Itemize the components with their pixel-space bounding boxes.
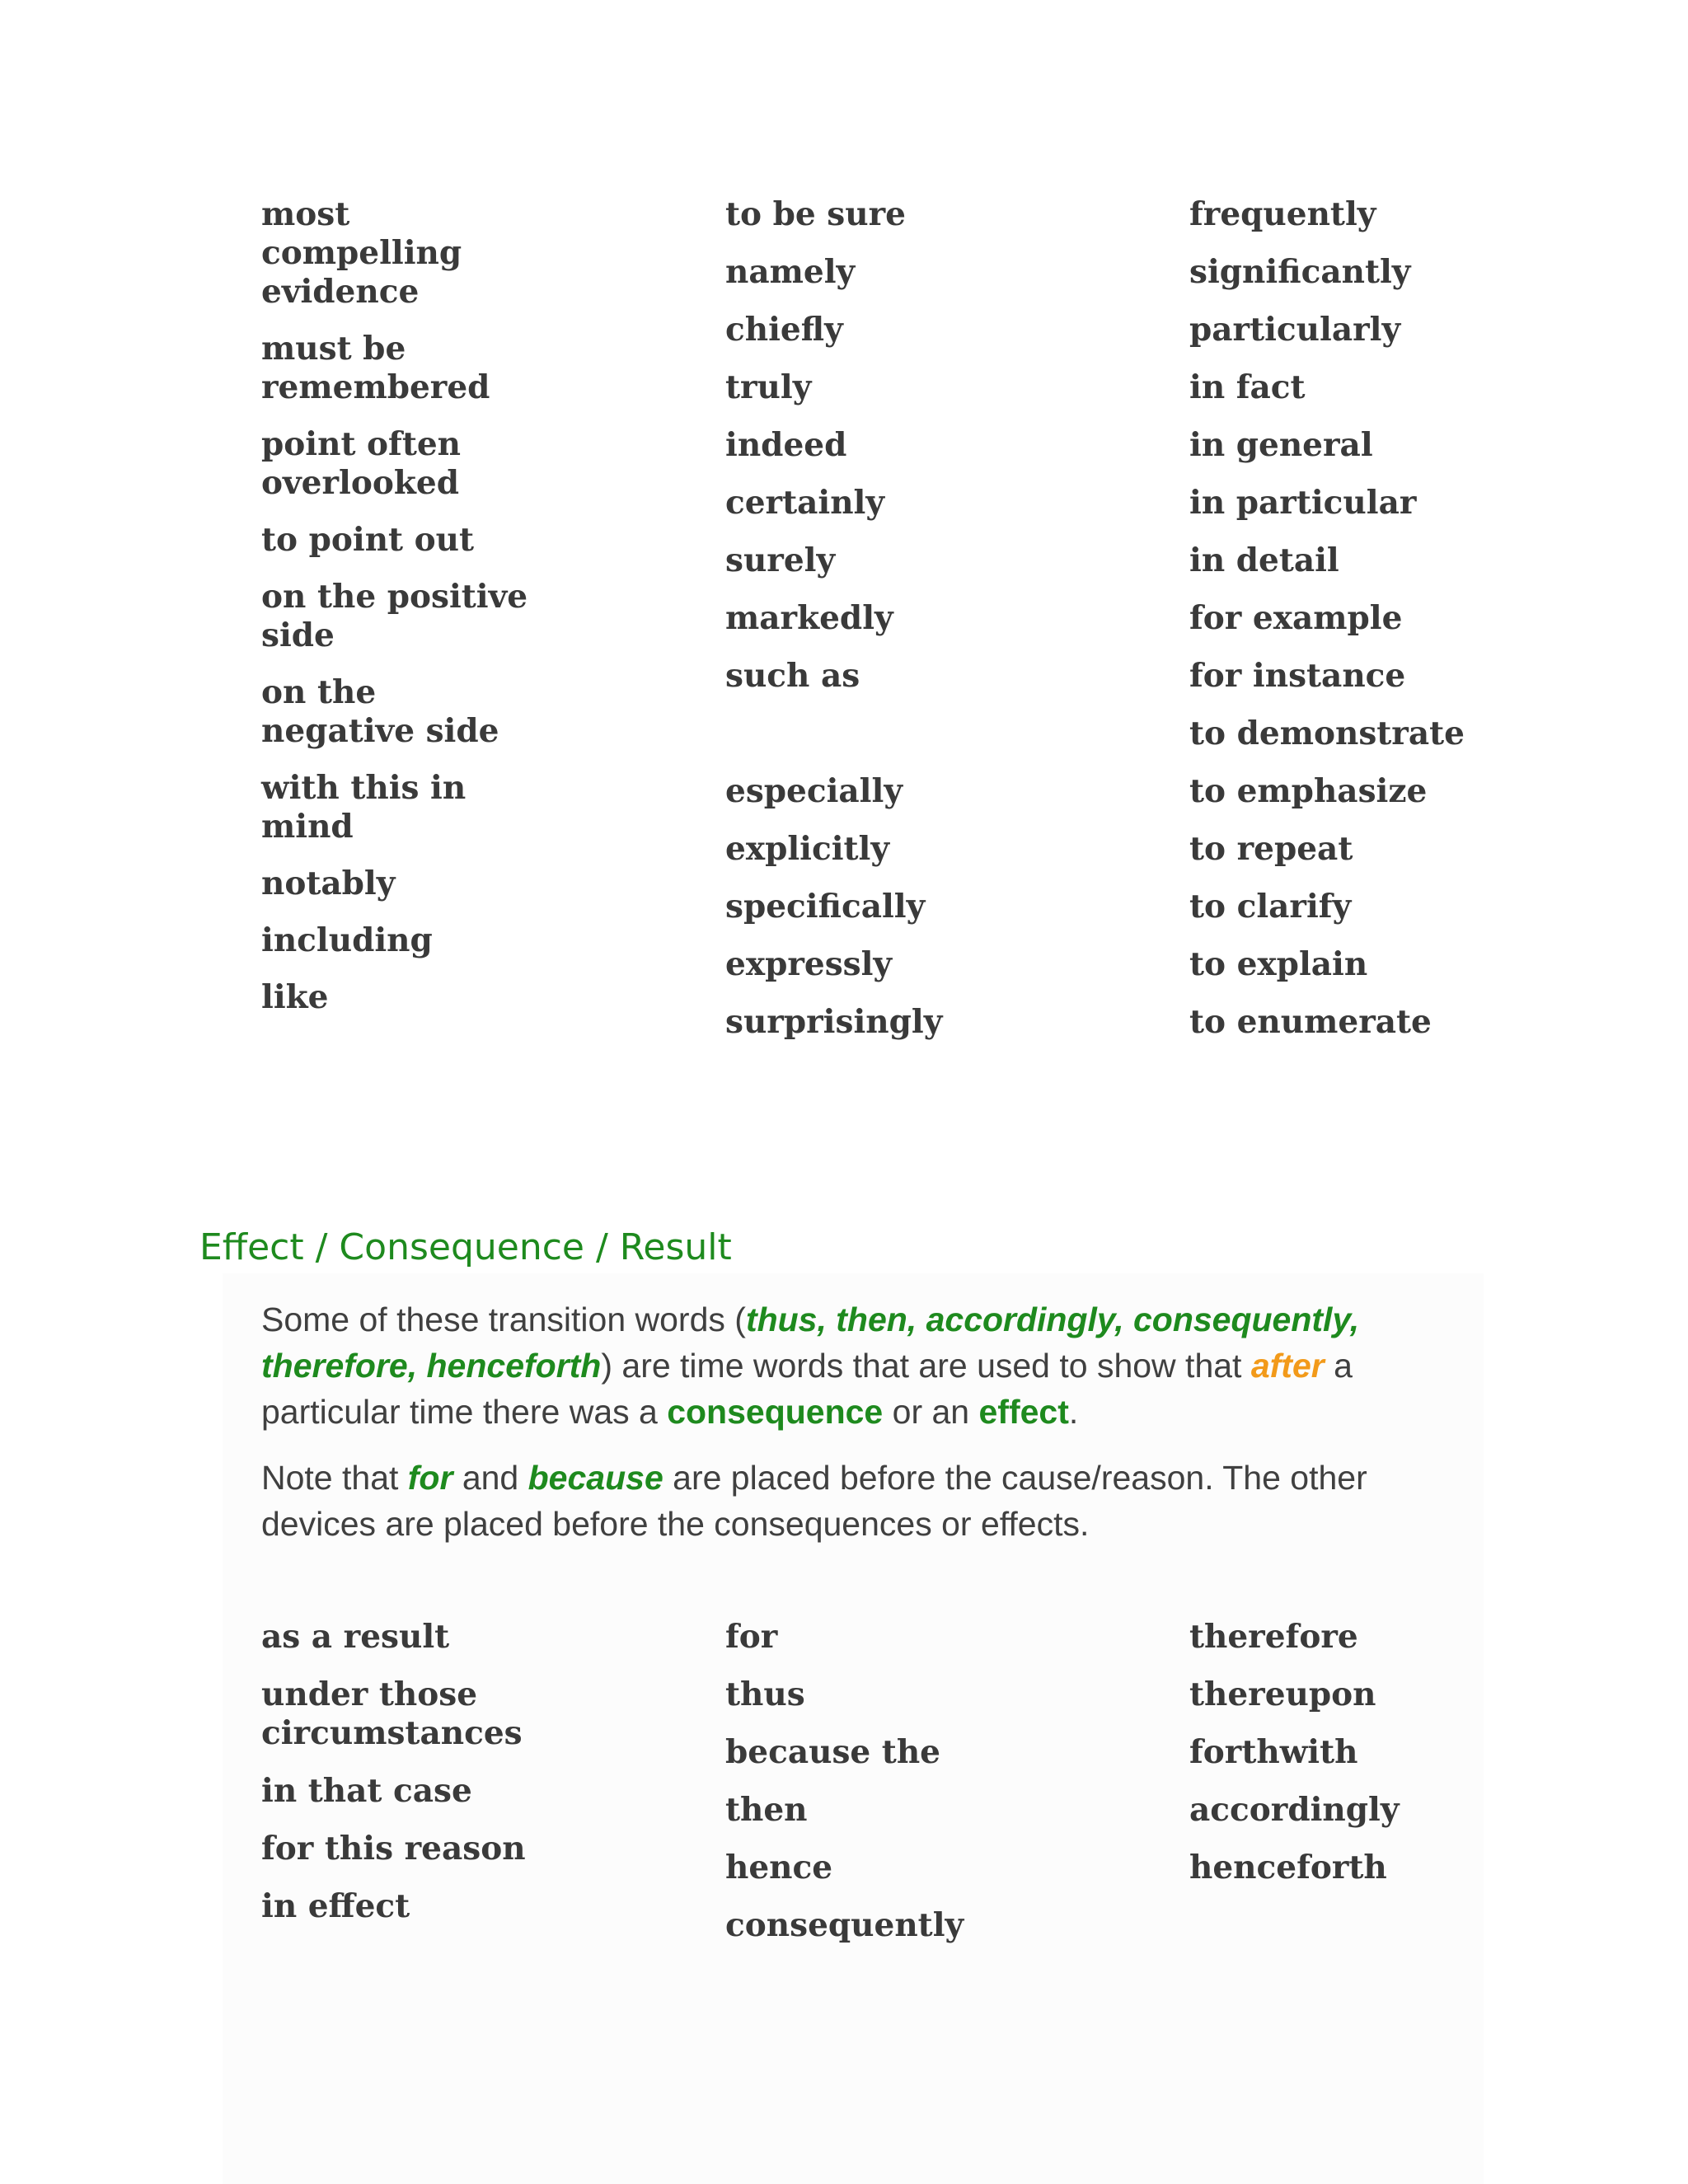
list-item: such as (725, 657, 860, 695)
note-paragraph (261, 1455, 1399, 1547)
list-item: must be remembered (261, 330, 490, 406)
top-list-column-2 (725, 195, 1071, 1061)
list-item: particularly (1189, 311, 1401, 349)
paragraph-text: ) are time words that are used to show that (601, 1347, 1251, 1385)
list-item: thereupon (1189, 1675, 1376, 1713)
list-item: to point out (261, 521, 475, 559)
list-item: to be sure (725, 195, 906, 233)
paragraph-text: or an (883, 1393, 979, 1431)
list-item: for (725, 1618, 778, 1656)
highlight-effect: effect (978, 1393, 1069, 1431)
list-item: to emphasize (1189, 772, 1428, 810)
list-item: because the (725, 1733, 940, 1771)
list-item: hence (725, 1849, 833, 1886)
list-item: to demonstrate (1189, 715, 1465, 752)
intro-paragraph (261, 1296, 1399, 1435)
list-item: consequently (725, 1906, 964, 1944)
list-item: explicitly (725, 830, 890, 868)
list-spacer (725, 715, 1071, 753)
list-item: indeed (725, 426, 847, 464)
paragraph-text: . (1068, 1393, 1079, 1431)
list-item: accordingly (1189, 1791, 1400, 1829)
list-item: on the negative side (261, 673, 499, 750)
list-item: thus (725, 1675, 805, 1713)
highlight-because: because (528, 1459, 663, 1497)
paragraph-text: and (452, 1459, 528, 1497)
list-item: with this in mind (261, 769, 467, 846)
effect-list-column-3 (1189, 1618, 1651, 1906)
list-item: significantly (1189, 253, 1411, 291)
list-item: in detail (1189, 541, 1339, 579)
list-item: to clarify (1189, 888, 1352, 926)
list-item: as a result (261, 1618, 450, 1656)
list-item: on the positive side (261, 578, 528, 654)
list-item: point often overlooked (261, 425, 462, 502)
list-item: namely (725, 253, 856, 291)
paragraph-text: Some of these transition words ( (261, 1301, 746, 1338)
list-item: for example (1189, 599, 1403, 637)
effect-list-column-1 (261, 1618, 558, 1945)
list-item: for this reason (261, 1830, 526, 1868)
list-item: especially (725, 772, 903, 810)
list-item: frequently (1189, 195, 1376, 233)
list-item: notably (261, 865, 396, 902)
list-item: including (261, 921, 433, 959)
list-item: in fact (1189, 368, 1306, 406)
list-item: chiefly (725, 311, 843, 349)
list-item: certainly (725, 484, 885, 522)
list-item: forthwith (1189, 1733, 1358, 1771)
effect-list-column-2 (725, 1618, 1071, 1964)
list-item: henceforth (1189, 1849, 1387, 1886)
list-item: truly (725, 368, 812, 406)
highlight-consequence: consequence (667, 1393, 884, 1431)
list-item: surely (725, 541, 836, 579)
highlight-transition-words: thus, then, accordingly, consequently, therefore, henceforth (261, 1301, 1360, 1385)
list-item: to repeat (1189, 830, 1353, 868)
list-item: therefore (1189, 1618, 1358, 1656)
top-list-column-1 (261, 195, 558, 1035)
list-item: specifically (725, 888, 926, 926)
list-item: for instance (1189, 657, 1406, 695)
list-item: under those circumstances (261, 1675, 523, 1752)
list-item: in that case (261, 1772, 472, 1810)
list-item: surprisingly (725, 1003, 943, 1041)
list-item: markedly (725, 599, 893, 637)
paragraph-text: Note that (261, 1459, 408, 1497)
top-list-column-3 (1189, 195, 1651, 1061)
list-item: then (725, 1791, 808, 1829)
list-item: to explain (1189, 945, 1368, 983)
section-heading: Effect / Consequence / Result (199, 1226, 732, 1268)
list-item: in effect (261, 1887, 410, 1925)
highlight-after: after (1250, 1347, 1325, 1385)
list-item: to enumerate (1189, 1003, 1432, 1041)
list-item: like (261, 978, 329, 1016)
list-item: in particular (1189, 484, 1417, 522)
paragraph-text: are placed before the cause/reason. The other devices are placed before the consequences or effects. (261, 1459, 1367, 1543)
highlight-for: for (407, 1459, 453, 1497)
list-item: expressly (725, 945, 893, 983)
list-item: in general (1189, 426, 1373, 464)
list-item: most compelling evidence (261, 195, 462, 311)
paragraph-text: a particular time there was a (261, 1347, 1353, 1431)
